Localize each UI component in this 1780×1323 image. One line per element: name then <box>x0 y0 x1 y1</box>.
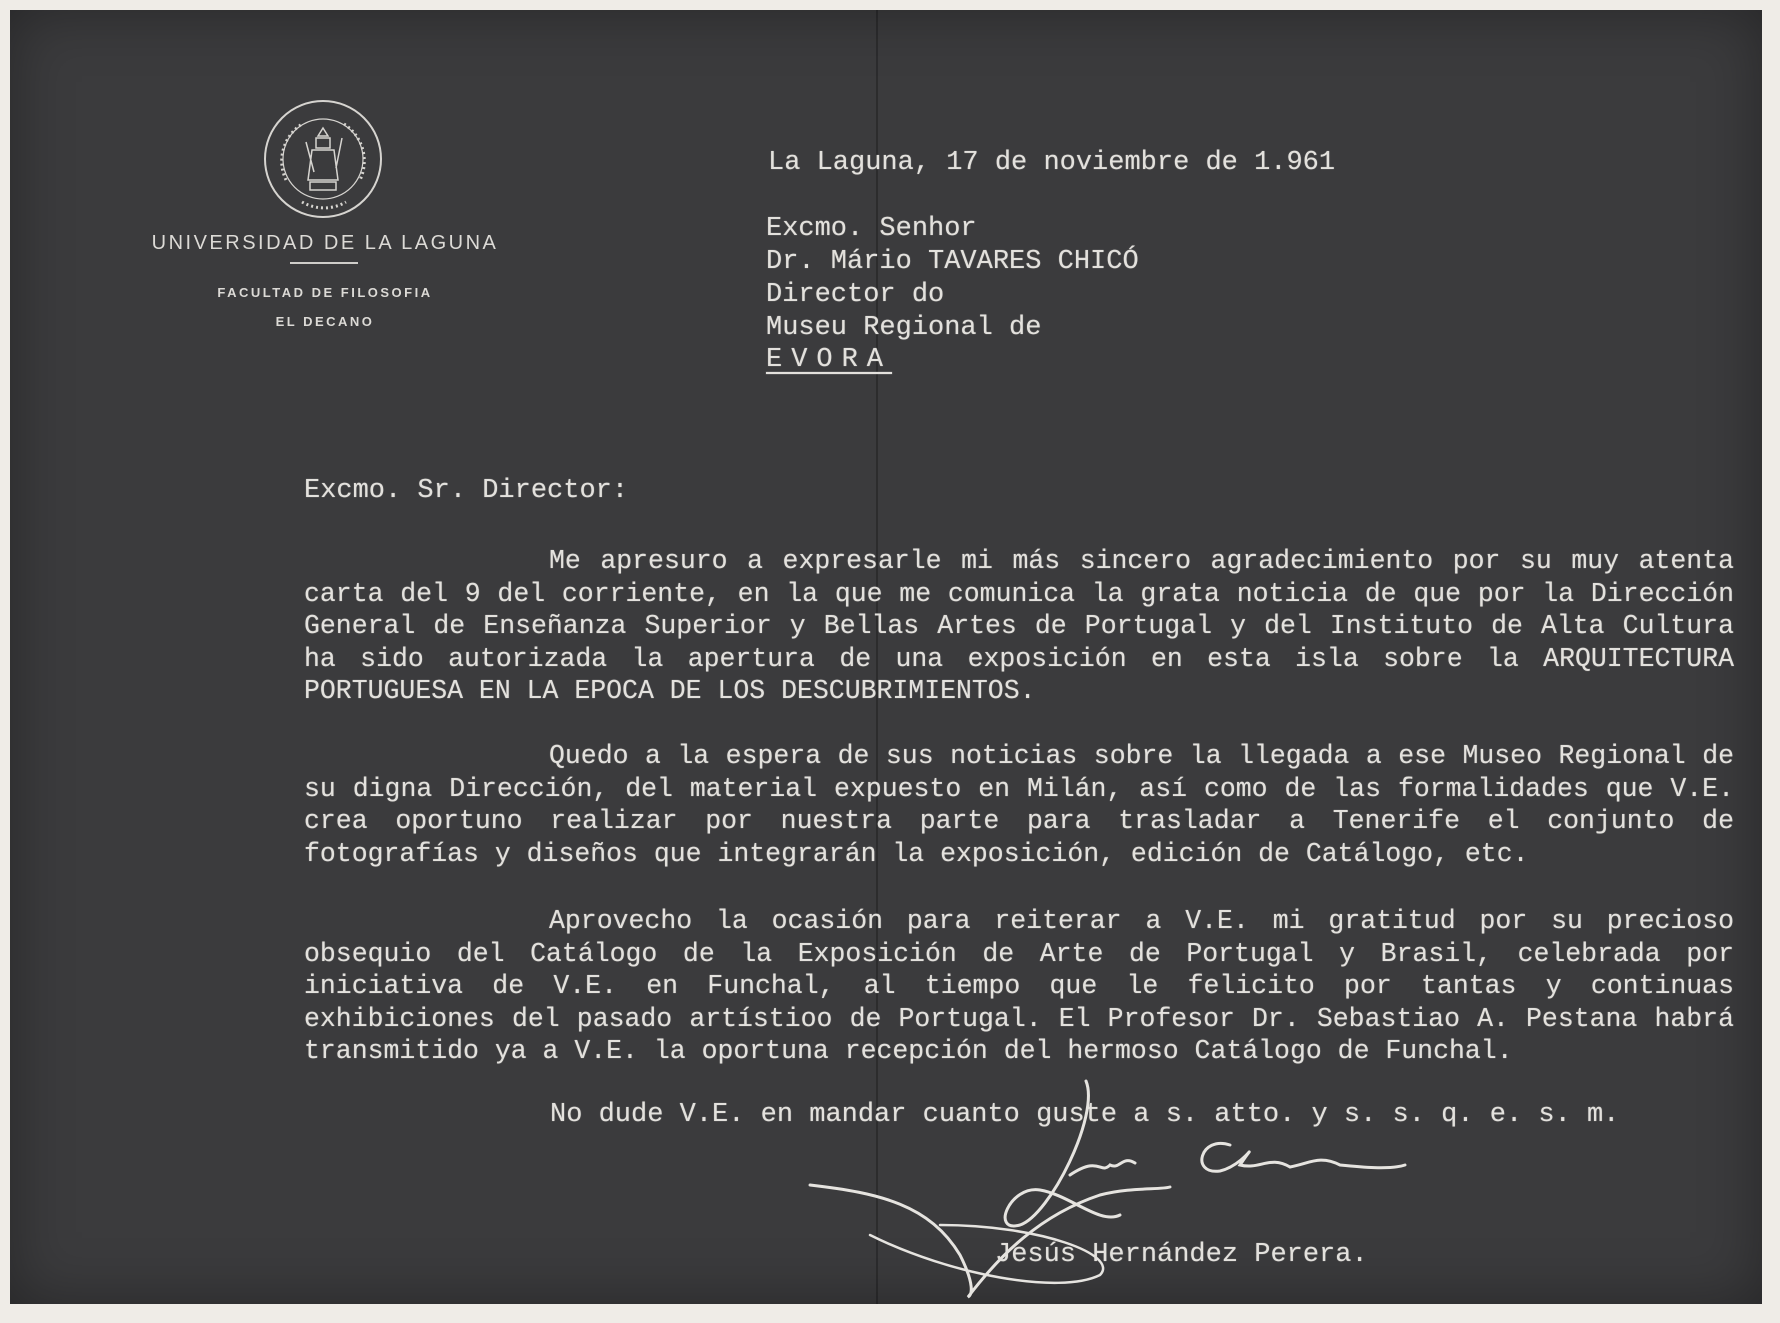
body-paragraph-1: Me apresuro a expresarle mi más sincero agradecimiento por su muy atenta carta del 9 del corriente, en la que me comunica la grata noticia de que por la Dirección General de Enseñanza Superior y Bellas Artes de Portugal y del Instituto de Alta Cultura ha sido autorizada la apertura de una exposición en esta isla sobre la ARQUITECTURA PORTUGUESA EN LA EPOCA DE LOS DESCUBRIMIENTOS. <box>304 546 1734 706</box>
signer-name: Jesús Hernández Perera. <box>995 1240 1368 1270</box>
recipient-line-4: Museu Regional de <box>766 313 1042 343</box>
letterhead-rule <box>290 262 358 264</box>
letterhead-faculty: FACULTAD DE FILOSOFIA <box>217 285 433 300</box>
body-paragraph-2: Quedo a la espera de sus noticias sobre la llegada a ese Museo Regional de su digna Dirección, del material expuesto en Milán, así como de las formalidades que V.E. crea oportuno realizar por nuestra parte para trasladar a Tenerife el conjunto de fotografías y diseños que integrarán la exposición, edición de Catálogo, etc. <box>304 741 1734 869</box>
university-seal-icon <box>262 98 384 220</box>
recipient-line-1: Excmo. Senhor <box>766 214 977 244</box>
closing-line: No dude V.E. en mandar cuanto guste a s. atto. y s. s. q. e. s. m. <box>550 1100 1620 1130</box>
recipient-city: EVORA <box>766 345 893 375</box>
salutation: Excmo. Sr. Director: <box>304 476 629 506</box>
body-paragraph-3: Aprovecho la ocasión para reiterar a V.E. mi gratitud por su precioso obsequio del Catálogo de la Exposición de Arte de Portugal y Brasil, celebrada por iniciativa de V.E. en Funchal, al tiempo que le felicito por tantas y continuas exhibiciones del pasado artístioo de Portugal. El Profesor Dr. Sebastiao A. Pestana habrá transmitido ya a V.E. la oportuna recepción del hermoso Catálogo de Funchal. <box>304 906 1734 1066</box>
letterhead-university: UNIVERSIDAD DE LA LAGUNA <box>151 232 499 254</box>
letterhead-office: EL DECANO <box>275 314 375 329</box>
date-line: La Laguna, 17 de noviembre de 1.961 <box>768 148 1336 178</box>
recipient-line-2: Dr. Mário TAVARES CHICÓ <box>766 247 1139 277</box>
recipient-line-3: Director do <box>766 280 945 310</box>
handwritten-signature <box>800 1075 1420 1305</box>
